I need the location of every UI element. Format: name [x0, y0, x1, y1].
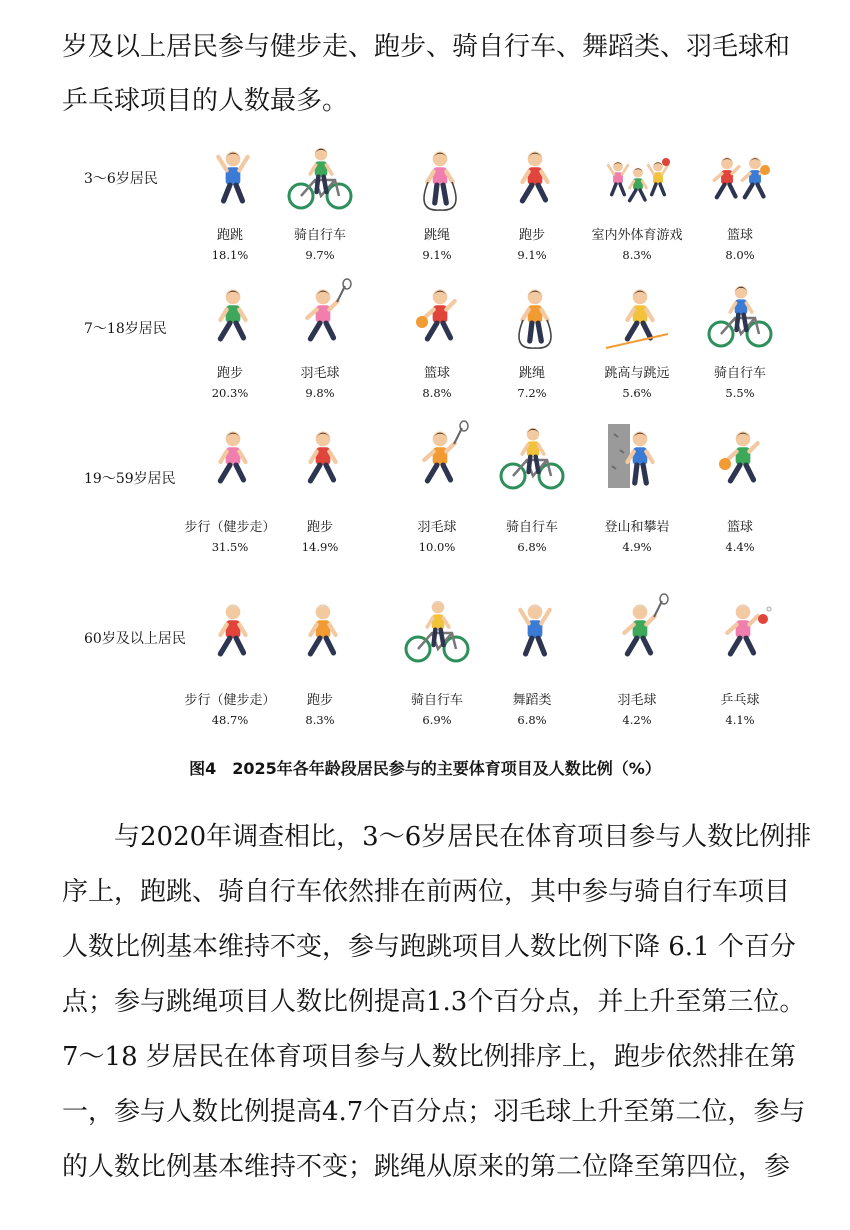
- activity-percent: 4.2%: [622, 713, 652, 727]
- cycling-senior-icon: [402, 593, 472, 665]
- activity-label: 羽毛球: [417, 520, 457, 535]
- top-paragraph: [62, 20, 792, 120]
- activity-label: 跑步: [518, 228, 545, 243]
- activity-percent: 8.3%: [622, 248, 652, 262]
- activity-item: [690, 140, 790, 265]
- activity-label: 篮球: [726, 228, 753, 243]
- activity-percent: 9.1%: [422, 248, 452, 262]
- running-adult-icon: [285, 420, 355, 492]
- activity-percent: 6.8%: [517, 713, 547, 727]
- activity-item: [387, 420, 487, 554]
- text-line: 一，参与人数比例提高4.7个百分点；羽毛球上升至第二位，参与: [62, 1097, 806, 1127]
- activity-label: 步行（健步走）: [184, 520, 276, 535]
- text-line: 与2020年调查相比，3～6岁居民在体育项目参与人数比例排: [62, 822, 812, 852]
- activity-percent: 48.7%: [211, 713, 249, 727]
- activity-label: 跳绳: [423, 228, 450, 243]
- activity-item: [270, 140, 370, 265]
- activity-label: 骑自行车: [293, 228, 346, 243]
- cycling-adult-icon: [497, 420, 567, 492]
- activity-label: 登山和攀岩: [604, 520, 670, 535]
- activity-label: 乒乓球: [720, 693, 760, 708]
- activity-item: [180, 593, 280, 727]
- activity-item: [482, 140, 582, 265]
- age-group-row: [62, 278, 792, 413]
- text-line: 序上，跑跳、骑自行车依然排在前两位，其中参与骑自行车项目: [62, 877, 791, 907]
- activity-label: 羽毛球: [617, 693, 657, 708]
- activity-percent: 9.7%: [305, 248, 335, 262]
- activity-item: [482, 593, 582, 727]
- activity-item: [482, 420, 582, 554]
- running-child-icon: [497, 140, 567, 212]
- text-line: 点；参与跳绳项目人数比例提高1.3个百分点，并上升至第三位。: [62, 987, 806, 1017]
- activity-label: 篮球: [423, 366, 450, 381]
- activity-percent: 6.8%: [517, 540, 547, 554]
- cycling-teen-icon: [705, 278, 775, 350]
- activity-label: 跑步: [216, 366, 243, 381]
- age-group-row: [62, 420, 792, 555]
- walking-adult-icon: [195, 420, 265, 492]
- activity-item: [387, 593, 487, 727]
- activity-percent: 9.1%: [517, 248, 547, 262]
- activity-item: [587, 140, 687, 265]
- activity-percent: 8.0%: [725, 248, 755, 262]
- walking-senior-icon: [195, 593, 265, 665]
- activity-percent: 8.3%: [305, 713, 335, 727]
- activity-percent: 4.1%: [725, 713, 755, 727]
- activity-item: [690, 420, 790, 554]
- activity-percent: 8.8%: [422, 386, 452, 400]
- basketball-children-icon: [705, 140, 775, 212]
- activity-label: 篮球: [726, 520, 753, 535]
- jumping-child-icon: [195, 140, 265, 212]
- climbing-adult-icon: [602, 420, 672, 492]
- group-games-children-icon: [602, 140, 672, 212]
- activity-percent: 5.5%: [725, 386, 755, 400]
- activity-percent: 31.5%: [211, 540, 249, 554]
- figure-caption: 图4 2025年各年龄段居民参与的主要体育项目及人数比例（%）: [189, 759, 661, 778]
- badminton-teen-icon: [285, 278, 355, 350]
- table-tennis-senior-icon: [705, 593, 775, 665]
- bottom-paragraph: [62, 822, 812, 1222]
- text-line: 人数比例基本维持不变，参与跑跳项目人数比例下降 6.1 个百分: [62, 932, 796, 962]
- cycling-child-icon: [285, 140, 355, 212]
- activity-label: 步行（健步走）: [184, 693, 276, 708]
- activity-label: 跳绳: [518, 366, 545, 381]
- activity-label: 跑跳: [216, 228, 243, 243]
- running-teen-icon: [195, 278, 265, 350]
- text-line: 7～18 岁居民在体育项目参与人数比例排序上，跑步依然排在第: [62, 1042, 796, 1072]
- text-line: 岁及以上居民参与健步走、跑步、骑自行车、舞蹈类、羽毛球和: [62, 32, 791, 62]
- activity-percent: 18.1%: [211, 248, 249, 262]
- dancing-senior-icon: [497, 593, 567, 665]
- activity-item: [690, 593, 790, 727]
- activity-percent: 14.9%: [301, 540, 339, 554]
- activity-percent: 20.3%: [211, 386, 249, 400]
- jump-rope-child-icon: [402, 140, 472, 212]
- activity-label: 骑自行车: [410, 693, 463, 708]
- activity-label: 羽毛球: [300, 366, 340, 381]
- activity-item: [270, 278, 370, 403]
- sports-participation-figure: [62, 138, 792, 748]
- activity-percent: 6.9%: [422, 713, 452, 727]
- age-group-label: 19～59岁居民: [84, 471, 176, 487]
- long-jump-teen-icon: [602, 278, 672, 350]
- activity-label: 跑步: [306, 520, 333, 535]
- basketball-adult-icon: [705, 420, 775, 492]
- basketball-teen-icon: [402, 278, 472, 350]
- age-group-label: 7～18岁居民: [84, 321, 167, 337]
- activity-item: [270, 420, 370, 554]
- activity-item: [387, 278, 487, 403]
- text-line: 乒乓球项目的人数最多。: [62, 86, 349, 116]
- age-group-label: 3～6岁居民: [84, 171, 158, 187]
- activity-label: 骑自行车: [505, 520, 558, 535]
- activity-item: [180, 420, 280, 554]
- activity-label: 骑自行车: [713, 366, 766, 381]
- activity-item: [180, 140, 280, 265]
- activity-label: 舞蹈类: [512, 693, 552, 708]
- activity-percent: 4.9%: [622, 540, 652, 554]
- activity-percent: 4.4%: [725, 540, 755, 554]
- jump-rope-teen-icon: [497, 278, 567, 350]
- activity-percent: 9.8%: [305, 386, 335, 400]
- activity-item: [270, 593, 370, 727]
- activity-percent: 5.6%: [622, 386, 652, 400]
- activity-label: 跑步: [306, 693, 333, 708]
- activity-item: [180, 278, 280, 403]
- activity-item: [587, 278, 687, 403]
- badminton-senior-icon: [602, 593, 672, 665]
- activity-label: 跳高与跳远: [604, 366, 670, 381]
- running-senior-icon: [285, 593, 355, 665]
- activity-item: [587, 593, 687, 727]
- activity-item: [387, 140, 487, 265]
- activity-item: [690, 278, 790, 403]
- activity-percent: 10.0%: [418, 540, 456, 554]
- activity-item: [587, 420, 687, 554]
- activity-percent: 7.2%: [517, 386, 547, 400]
- badminton-adult-icon: [402, 420, 472, 492]
- age-group-label: 60岁及以上居民: [84, 631, 186, 647]
- activity-item: [482, 278, 582, 403]
- age-group-row: [62, 140, 792, 275]
- activity-label: 室内外体育游戏: [591, 228, 683, 243]
- text-line: 的人数比例基本维持不变；跳绳从原来的第二位降至第四位，参: [62, 1152, 791, 1182]
- age-group-row: [62, 593, 792, 728]
